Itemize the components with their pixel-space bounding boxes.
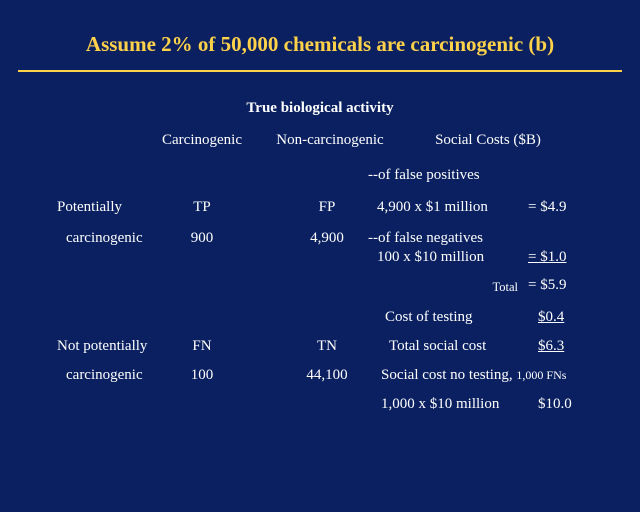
column-header-social-costs: Social Costs ($B) (435, 132, 541, 148)
row-label-potentially-carcinogenic: carcinogenic (66, 230, 143, 246)
total-label: Total (492, 280, 518, 294)
total-social-cost-label: Total social cost (389, 338, 487, 354)
false-positives-header: --of false positives (368, 167, 480, 183)
title-divider (18, 70, 622, 72)
row-label-not-potentially-carcinogenic: carcinogenic (66, 367, 143, 383)
false-negatives-result (528, 249, 618, 266)
no-testing-value: $10.0 (538, 396, 572, 412)
false-positives-result: = $4.9 (528, 199, 567, 215)
total-result: = $5.9 (528, 277, 567, 293)
slide-title: Assume 2% of 50,000 chemicals are carcinogenic (b) (85, 32, 555, 56)
false-negatives-result-text: = $1.0 (528, 249, 567, 265)
cost-of-testing-value: $0.4 (538, 309, 565, 325)
row-label-potentially: Potentially (57, 199, 122, 215)
false-negatives-header: --of false negatives (368, 230, 483, 246)
false-positives-calc: 4,900 x $1 million (377, 199, 488, 215)
cell-tn-value: 44,100 (306, 367, 348, 383)
cell-fn-value: 100 (190, 367, 214, 383)
cost-of-testing-label: Cost of testing (385, 309, 473, 325)
column-header-non-carcinogenic: Non-carcinogenic (276, 132, 384, 148)
cell-tp-value: 900 (190, 230, 214, 246)
header-true-biological-activity: True biological activity (246, 100, 394, 116)
cell-tp-label: TP (193, 199, 211, 215)
social-cost-no-testing-fns: 1,000 FNs (516, 368, 567, 382)
cell-fn-label: FN (192, 338, 212, 354)
false-negatives-calc: 100 x $10 million (377, 249, 485, 265)
no-testing-calc: 1,000 x $10 million (381, 396, 500, 412)
row-label-not-potentially: Not potentially (57, 338, 148, 354)
social-cost-no-testing-row (381, 367, 611, 384)
cell-tn-label: TN (317, 338, 337, 354)
column-header-carcinogenic: Carcinogenic (162, 132, 242, 148)
total-social-cost-value: $6.3 (538, 338, 565, 354)
cell-fp-label: FP (318, 199, 336, 215)
social-cost-no-testing-label: Social cost no testing, (381, 367, 513, 383)
cell-fp-value: 4,900 (310, 230, 344, 246)
